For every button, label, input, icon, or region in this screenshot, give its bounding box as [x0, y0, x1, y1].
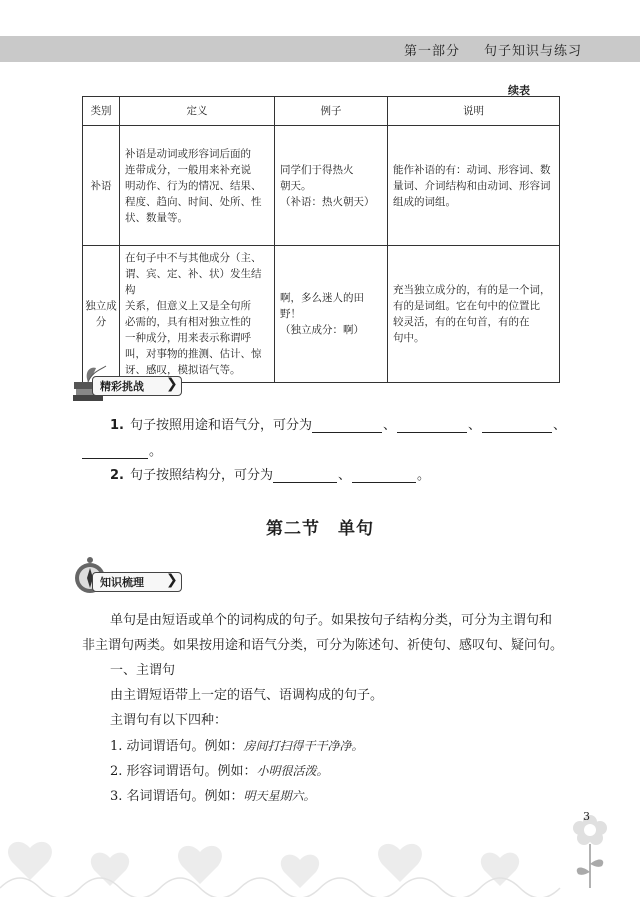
definition-line: 关系，但意义上又是全句所: [125, 300, 251, 312]
example-line: 同学们于得热火: [280, 163, 354, 176]
definition-line: 必需的，具有相对独立性的: [125, 316, 251, 328]
definition-line: 在句子中不与其他成分（主、: [125, 252, 262, 264]
example-line: 朝天。: [280, 179, 312, 192]
row-category: 补语: [83, 126, 120, 246]
example-line: 啊，多么迷人的田: [280, 292, 364, 304]
row-category: 独立成分: [83, 246, 120, 383]
answer-blank[interactable]: [352, 469, 416, 483]
definition-line: 补语是动词或形容词后面的: [125, 147, 251, 160]
knowledge-badge: 知识梳理: [100, 576, 144, 589]
question-number: 2.: [110, 468, 124, 483]
answer-blank[interactable]: [397, 419, 467, 433]
answer-blank[interactable]: [312, 419, 382, 433]
row-example: [275, 126, 388, 246]
separator: 、: [468, 418, 482, 433]
period: 。: [417, 468, 431, 483]
knowledge-section-heading: [70, 558, 180, 598]
row-note: [388, 246, 560, 383]
subheading: 一、主谓句: [110, 663, 176, 678]
example-line: （独立成分：啊）: [280, 324, 364, 336]
definition-line: 状、数量等。: [125, 211, 188, 224]
col-header-note: 说明: [388, 97, 560, 126]
example-line: 野！: [280, 308, 301, 320]
answer-blank[interactable]: [82, 445, 148, 459]
row-example: [275, 246, 388, 383]
col-header-example: 例子: [275, 97, 388, 126]
intro-line: 单句是由短语或单个的词构成的句子。如果按句子结构分类，可分为主谓句和: [110, 613, 553, 628]
separator: 、: [553, 418, 567, 433]
chevron-right-icon: ❯: [166, 572, 178, 588]
definition-line: 连带成分，一般用来补充说: [125, 163, 251, 176]
definition-line: 谓、宾、定、补、状）发生结构: [125, 268, 262, 296]
intro-line: 非主谓句两类。如果按用途和语气分类，可分为陈述句、祈使句、感叹句、疑问句。: [82, 638, 564, 653]
note-line: 组成的词组。: [393, 195, 456, 208]
continued-table-label: 续表: [508, 84, 530, 97]
page-number: 3: [583, 810, 590, 823]
note-line: 有的是词组。它在句中的位置比: [393, 300, 540, 312]
col-header-category: 类别: [83, 97, 120, 126]
question-number: 1.: [110, 418, 124, 433]
flower-icon: [573, 815, 607, 888]
definition-text: 由主谓短语带上一定的语气、语调构成的句子。: [110, 688, 384, 703]
note-line: 能作补语的有：动词、形容词、数: [393, 163, 551, 176]
note-line: 较灵活，有的在句首，有的在: [393, 316, 530, 328]
separator: 、: [383, 418, 397, 433]
answer-blank[interactable]: [482, 419, 552, 433]
definition-line: 明动作、行为的情况、结果、: [125, 179, 262, 192]
running-header: [404, 40, 582, 59]
list-item-label: 3. 名词谓语句。例如：: [110, 789, 244, 804]
note-line: 充当独立成分的，有的是一个词，: [393, 284, 551, 296]
answer-blank[interactable]: [273, 469, 337, 483]
list-item: [110, 737, 364, 756]
note-line: 句中。: [393, 332, 425, 344]
challenge-section-heading: [70, 362, 180, 402]
chevron-right-icon: ❯: [166, 376, 178, 392]
definition-line: 叫，对事物的推测、估计、惊: [125, 348, 262, 360]
question-1: [110, 414, 567, 433]
col-header-definition: 定义: [120, 97, 275, 126]
definition-text: 主谓句有以下四种：: [110, 713, 228, 728]
list-item-label: 2. 形容词谓语句。例如：: [110, 764, 257, 779]
question-1-continued: [82, 440, 163, 459]
definition-line: 程度、趋向、时间、处所、性: [125, 195, 262, 208]
table-header-row: [83, 97, 560, 126]
row-note: [388, 126, 560, 246]
hearts-footer-decoration: [0, 808, 640, 897]
note-line: 量词、介词结构和由动词、形容词: [393, 179, 551, 192]
row-definition: [120, 126, 275, 246]
grammar-table: [82, 96, 560, 383]
list-item-example: 明天星期六。: [243, 789, 316, 803]
challenge-badge: 精彩挑战: [100, 380, 144, 393]
example-line: （补语：热火朝天）: [280, 195, 375, 208]
list-item: [110, 787, 316, 806]
list-item: [110, 762, 329, 781]
table-row: [83, 126, 560, 246]
definition-line: 一种成分，用来表示称谓呼: [125, 332, 251, 344]
definition-line: 讶、感叹，模拟语气等。: [125, 364, 241, 376]
question-2: [110, 464, 431, 483]
question-text: 句子按照用途和语气分，可分为: [129, 418, 312, 433]
list-item-label: 1. 动词谓语句。例如：: [110, 739, 244, 754]
header-part: 第一部分: [403, 44, 460, 59]
separator: 、: [338, 468, 352, 483]
list-item-example: 房间打扫得干干净净。: [243, 739, 364, 753]
period: 。: [149, 444, 163, 459]
list-item-example: 小明很活泼。: [256, 764, 329, 778]
section-title: 第二节 单句: [266, 519, 374, 539]
header-title: 句子知识与练习: [483, 44, 582, 59]
question-text: 句子按照结构分，可分为: [129, 468, 273, 483]
